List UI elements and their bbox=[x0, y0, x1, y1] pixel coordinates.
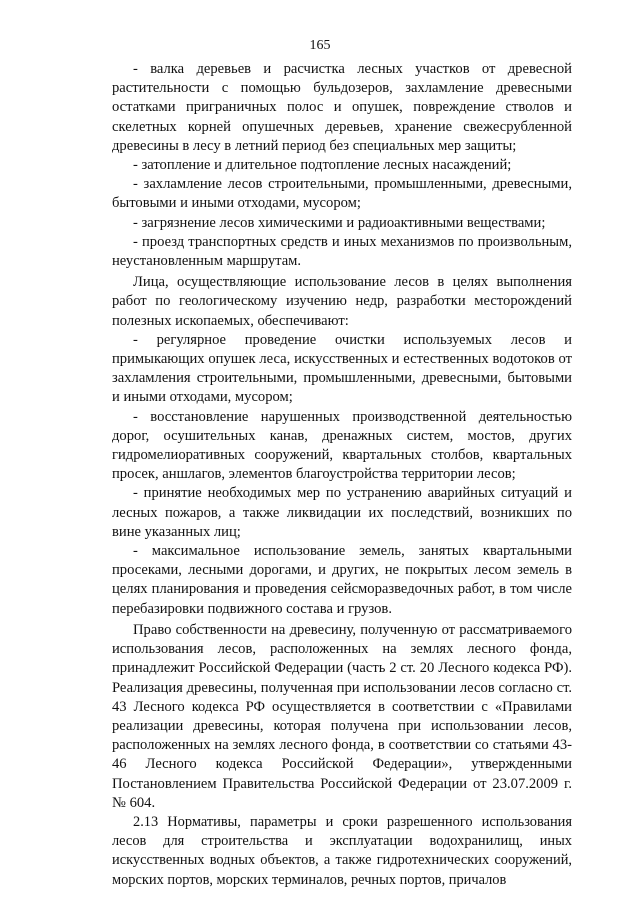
paragraph: - захламление лесов строительными, промышленными, древесными, бытовыми и иными отходами, мусором; bbox=[112, 176, 572, 212]
paragraph: Лица, осуществляющие использование лесов в целях выполнения работ по геологическому изучению недр, разработки месторождений полезных ископаемых, обеспечивают: bbox=[112, 274, 572, 329]
paragraph: - валка деревьев и расчистка лесных участков от древесной растительности с помощью бульдозеров, захламление древесными остатками приграничных полос и опушек, повреждение стволов и скелетных корней опушечных деревьев, хранение свежесрубленной древесины в лесу в летний период без специальных мер защиты; bbox=[112, 61, 572, 154]
page-number: 165 bbox=[309, 38, 331, 53]
paragraph: - максимальное использование земель, занятых квартальными просеками, лесными дорогами, и других, не покрытых лесом земель в целях планирования и проведения сейсморазведочных работ, в том числе перебазировки подвижного состава и грузов. bbox=[112, 543, 572, 617]
section-heading: 2.13 Нормативы, параметры и сроки разрешенного использования лесов для строительства и эксплуатации водохранилищ, иных искусственных водных объектов, а также гидротехнических сооружений, морских портов, морских терминалов, речных портов, причалов bbox=[112, 813, 572, 888]
paragraph: - восстановление нарушенных производственной деятельностью дорог, осушительных канав, дренажных систем, мостов, других гидромелиоративных сооружений, квартальных столбов, квартальных просек, аншлагов, элементов благоустройства территории лесов; bbox=[112, 408, 572, 483]
paragraph: - проезд транспортных средств и иных механизмов по произвольным, неустановленным маршрутам. bbox=[112, 233, 572, 270]
page-body bbox=[112, 60, 572, 890]
paragraph: - принятие необходимых мер по устранению аварийных ситуаций и лесных пожаров, а также ликвидации их последствий, возникших по вине указанных лиц; bbox=[112, 485, 572, 540]
paragraph: - загрязнение лесов химическими и радиоактивными веществами; bbox=[133, 214, 546, 231]
paragraph: Право собственности на древесину, полученную от рассматриваемого использования лесов, расположенных на землях лесного фонда, принадлежит Российской Федерации (часть 2 ст. 20 Лесного кодекса РФ). Реализация древесины, полученная при использовании лесов согласно ст. 43 Лесного кодекса РФ осуществляется в соответствии с «Правилами реализации древесины, которая получена при использовании лесов, расположенных на землях лесного фонда, в соответствии со статьями 43-46 Лесного кодекса Российской Федерации», утвержденными Постановлением Правительства Российской Федерации от 23.07.2009 г. № 604. bbox=[112, 621, 572, 811]
paragraph: - затопление и длительное подтопление лесных насаждений; bbox=[133, 157, 512, 174]
paragraph: - регулярное проведение очистки используемых лесов и примыкающих опушек леса, искусственных и естественных водотоков от захламления строительными, промышленными, древесными, бытовыми и иными отходами, мусором; bbox=[112, 331, 572, 406]
